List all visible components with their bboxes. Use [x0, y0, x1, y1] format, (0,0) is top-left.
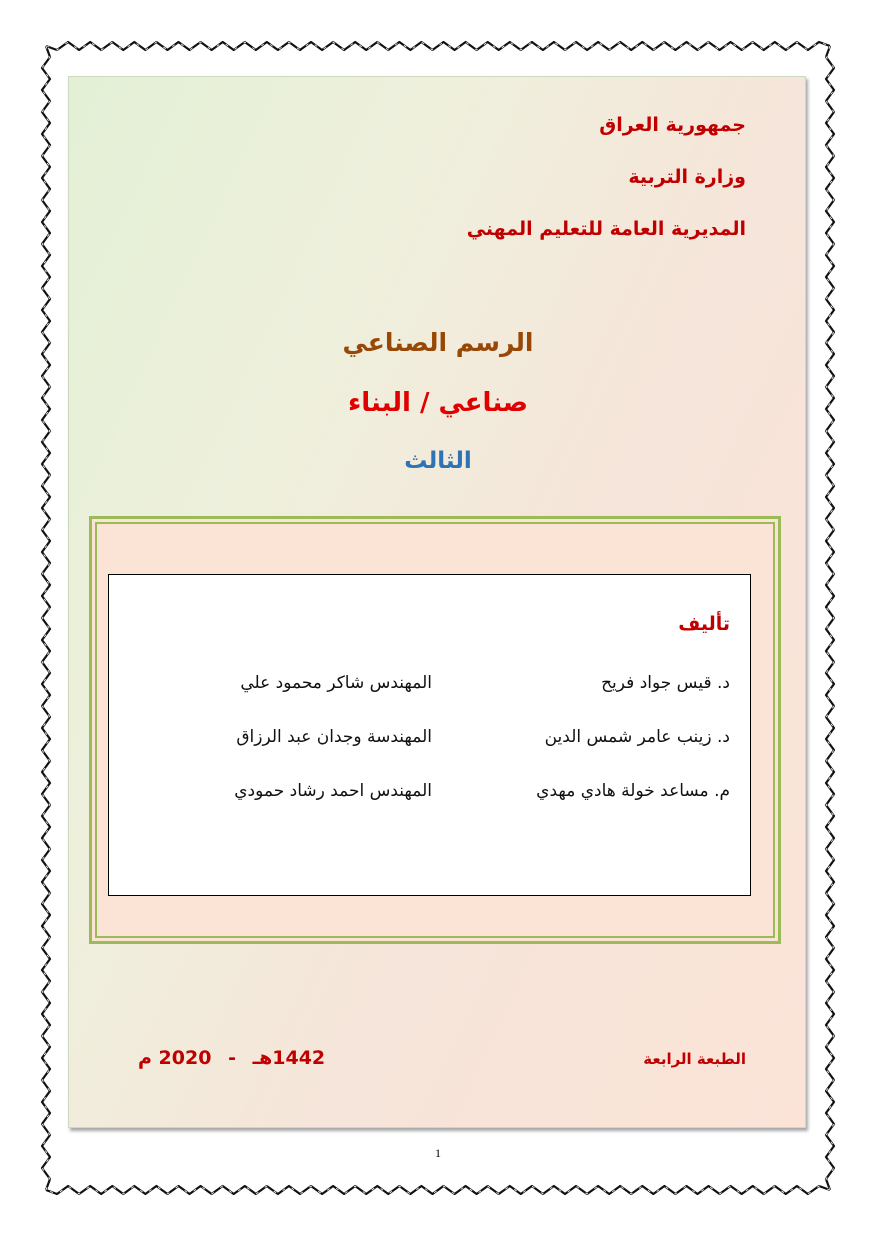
author-right-3: م. مساعد خولة هادي مهدي: [536, 781, 730, 801]
author-right-1: د. قيس جواد فريح: [601, 673, 730, 693]
year-separator: -: [228, 1047, 236, 1069]
header-ministry: وزارة التربية: [628, 166, 746, 188]
book-specialty: صناعي / البناء: [347, 388, 529, 418]
authors-heading: تأليف: [678, 613, 730, 635]
chain-border-side: [42, 46, 50, 1190]
chain-border-side: [46, 1186, 830, 1194]
author-right-2: د. زينب عامر شمس الدين: [544, 727, 730, 747]
author-left-3: المهندس احمد رشاد حمودي: [234, 781, 432, 801]
chain-border-side: [826, 46, 834, 1190]
header-directorate: المديرية العامة للتعليم المهني: [466, 218, 746, 240]
author-left-1: المهندس شاكر محمود علي: [240, 673, 432, 693]
page-number: 1: [435, 1146, 441, 1160]
header-republic: جمهورية العراق: [599, 114, 746, 136]
edition-label: الطبعة الرابعة: [643, 1050, 746, 1068]
book-subject: الرسم الصناعي: [342, 328, 534, 357]
edition-year: [138, 1047, 325, 1069]
chain-border-side: [46, 42, 830, 50]
book-grade: الثالث: [404, 448, 472, 474]
authors-box: [108, 574, 751, 896]
year-gregorian: 2020 م: [138, 1047, 212, 1069]
year-hijri: 1442هـ: [252, 1047, 326, 1069]
author-left-2: المهندسة وجدان عبد الرزاق: [236, 727, 432, 747]
